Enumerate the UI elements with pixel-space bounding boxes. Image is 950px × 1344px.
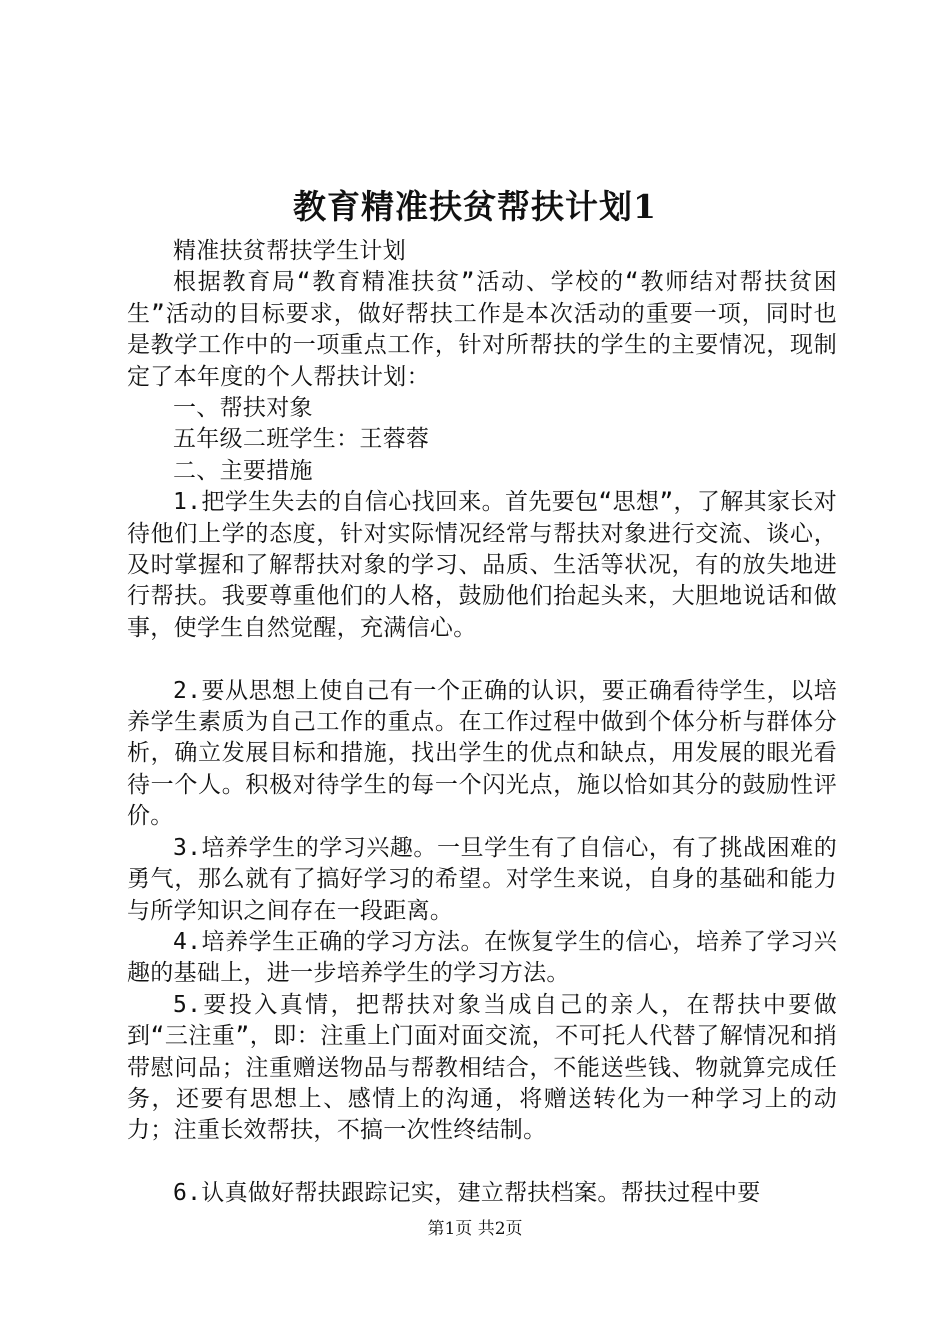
paragraph-subtitle: 精准扶贫帮扶学生计划 (173, 238, 406, 264)
paragraph-measure-1: 1.把学生失去的自信心找回来。首先要包“思想”，了解其家长对待他们上学的态度，针对实际情况经常与帮扶对象进行交流、谈心，及时掌握和了解帮扶对象的学习、品质、生活等状况，有的放失地进行帮扶。我要尊重他们的人格，鼓励他们抬起头来，大胆地说话和做事，使学生自然觉醒，充满信心。 (127, 489, 837, 641)
paragraph-measure-2: 2.要从思想上使自己有一个正确的认识，要正确看待学生，以培养学生素质为自己工作的重点。在工作过程中做到个体分析与群体分析，确立发展目标和措施，找出学生的优点和缺点，用发展的眼光看待一个人。积极对待学生的每一个闪光点，施以恰如其分的鼓励性评价。 (127, 677, 837, 830)
document-title: 教育精准扶贫帮扶计划1 (293, 187, 657, 226)
document-body (127, 236, 837, 1210)
heading-target: 一、帮扶对象 (173, 395, 313, 422)
heading-measures: 二、主要措施 (173, 457, 313, 484)
paragraph-measure-5: 5.要投入真情，把帮扶对象当成自己的亲人，在帮扶中要做到“三注重”，即：注重上门面对面交流，不可托人代替了解情况和捎带慰问品；注重赠送物品与帮教相结合，不能送些钱、物就算完成任务，还要有思想上、感情上的沟通，将赠送转化为一种学习上的动力；注重长效帮扶，不搞一次性终结制。 (127, 991, 837, 1144)
paragraph-measure-4: 4.培养学生正确的学习方法。在恢复学生的信心，培养了学习兴趣的基础上，进一步培养学生的学习方法。 (127, 928, 837, 987)
page-footer: 第1页 共2页 (427, 1219, 523, 1239)
paragraph-measure-3: 3.培养学生的学习兴趣。一旦学生有了自信心，有了挑战困难的勇气，那么就有了搞好学习的希望。对学生来说，自身的基础和能力与所学知识之间存在一段距离。 (127, 834, 837, 924)
paragraph-measure-6: 6.认真做好帮扶跟踪记实，建立帮扶档案。帮扶过程中要 (173, 1180, 761, 1207)
paragraph-student: 五年级二班学生：王蓉蓉 (173, 426, 430, 453)
paragraph-intro: 根据教育局“教育精准扶贫”活动、学校的“教师结对帮扶贫困生”活动的目标要求，做好帮扶工作是本次活动的重要一项，同时也是教学工作中的一项重点工作，针对所帮扶的学生的主要情况，现制定了本年度的个人帮扶计划： (127, 269, 837, 390)
